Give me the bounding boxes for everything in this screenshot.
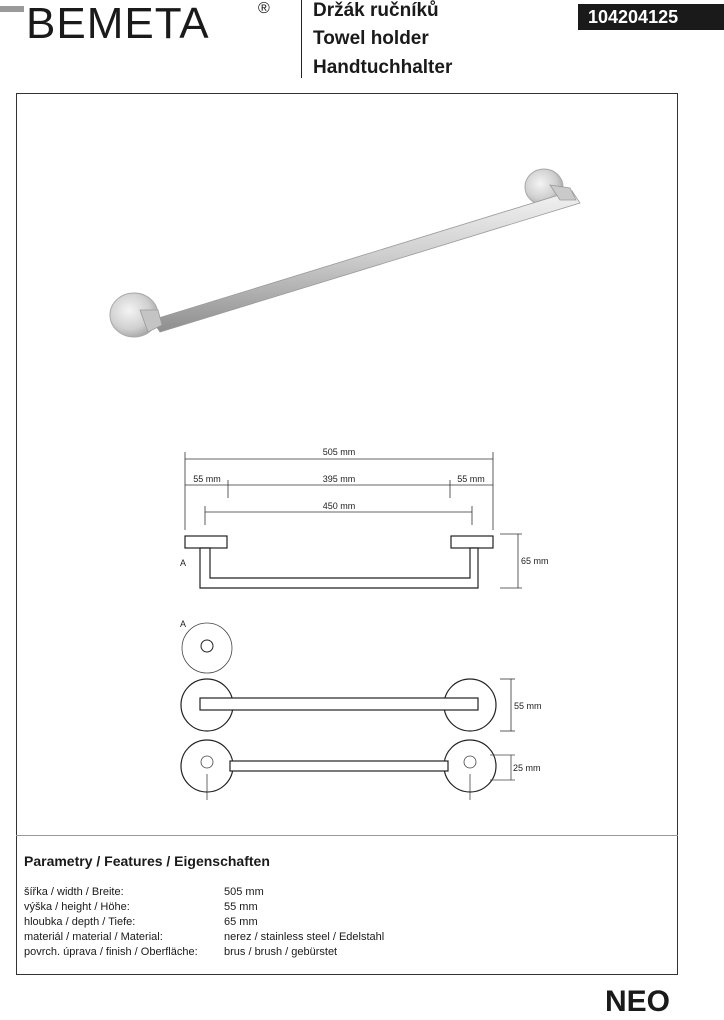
right-rosette-side: [451, 536, 493, 548]
header-separator: [301, 0, 302, 78]
dim-middle-label: 395 mm: [322, 474, 356, 484]
technical-drawing: [170, 440, 570, 810]
left-rosette-side: [185, 536, 227, 548]
feature-label: šířka / width / Breite:: [24, 886, 124, 898]
detail-a-circle: [182, 623, 232, 673]
detail-label: A: [180, 619, 187, 629]
feature-value: 505 mm: [224, 886, 264, 898]
feature-value: 55 mm: [224, 901, 258, 913]
title-german: Handtuchhalter: [313, 57, 453, 78]
bar-top: [200, 698, 478, 710]
dim-total-label: 505 mm: [322, 447, 356, 457]
bar-side: [200, 548, 478, 588]
feature-label: výška / height / Höhe:: [24, 901, 130, 913]
dim-between-label: 450 mm: [322, 501, 356, 511]
registered-mark: ®: [258, 0, 270, 17]
bar-front: [230, 761, 448, 771]
title-english: Towel holder: [313, 28, 429, 49]
feature-label: povrch. úprava / finish / Oberfläche:: [24, 946, 198, 958]
series-name: NEO: [605, 985, 671, 1018]
dim-left-label: 55 mm: [193, 474, 221, 484]
section-marker: A: [180, 558, 187, 568]
logo-accent-bar: [0, 6, 24, 12]
brand-logo: BEMETA: [26, 0, 210, 48]
product-code: 104204125: [578, 4, 724, 30]
dim-height-label: 65 mm: [521, 556, 549, 566]
features-divider: [16, 835, 678, 836]
dim-depth-label: 25 mm: [513, 763, 541, 773]
feature-value: 65 mm: [224, 916, 258, 928]
feature-value: nerez / stainless steel / Edelstahl: [224, 931, 385, 943]
dim-rosette-label: 55 mm: [514, 701, 542, 711]
feature-label: materiál / material / Material:: [24, 931, 163, 943]
product-image: [100, 160, 590, 360]
feature-label: hloubka / depth / Tiefe:: [24, 916, 136, 928]
dim-right-label: 55 mm: [457, 474, 485, 484]
features-title: Parametry / Features / Eigenschaften: [24, 853, 270, 869]
feature-value: brus / brush / gebürstet: [224, 946, 338, 958]
title-czech: Držák ručníků: [313, 0, 439, 21]
